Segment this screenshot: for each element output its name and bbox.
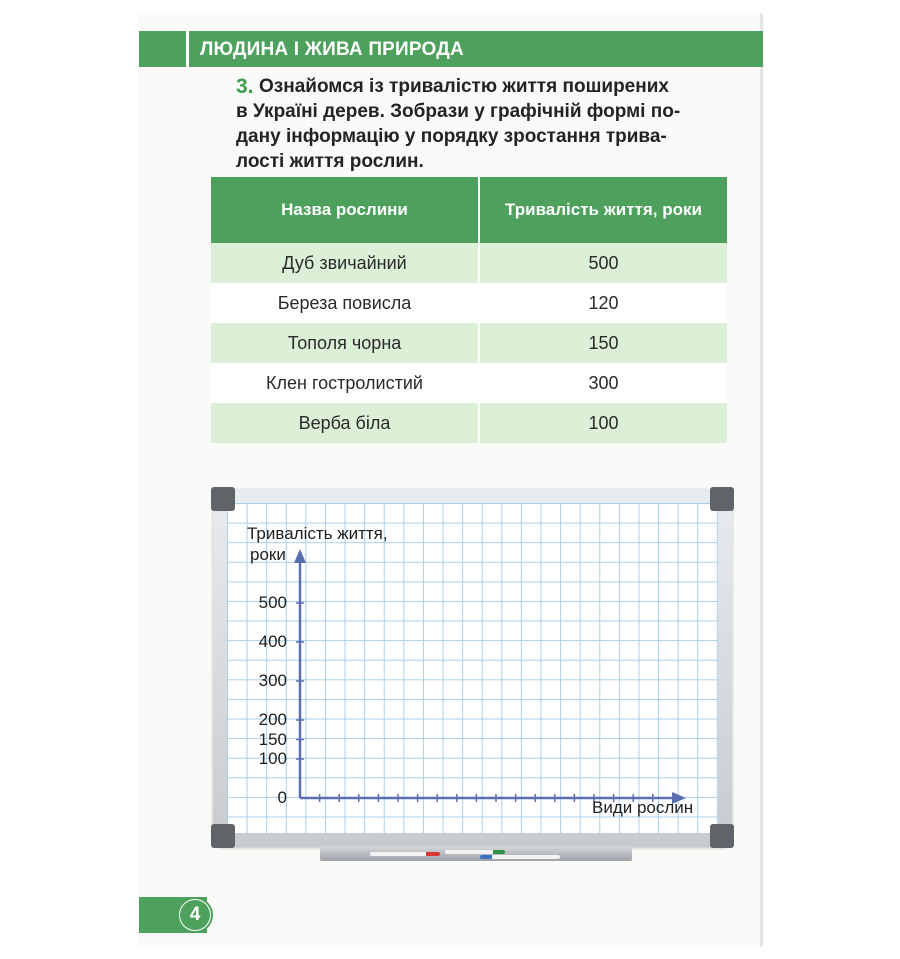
column-header-lifespan: Тривалість життя, роки bbox=[505, 200, 702, 219]
table-row bbox=[211, 403, 727, 443]
y-tick-label: 100 bbox=[258, 749, 287, 768]
blue-marker bbox=[480, 855, 560, 859]
page-number: 4 bbox=[180, 900, 210, 930]
section-title: ЛЮДИНА І ЖИВА ПРИРОДА bbox=[200, 39, 464, 60]
y-tick-label: 500 bbox=[258, 593, 287, 612]
page-edge bbox=[760, 14, 763, 946]
green-marker bbox=[445, 850, 505, 854]
plant-name-cell: Верба біла bbox=[298, 413, 391, 433]
lifespan-cell: 100 bbox=[588, 413, 619, 433]
lifespan-cell: 500 bbox=[588, 253, 619, 273]
lifespan-cell: 300 bbox=[588, 373, 619, 393]
column-header-plant: Назва рослини bbox=[281, 200, 408, 219]
red-marker bbox=[370, 852, 440, 856]
plant-name-cell: Береза повисла bbox=[277, 293, 412, 313]
y-tick-label: 300 bbox=[258, 671, 287, 690]
task-text-line: дану інформацію у порядку зростання трива- bbox=[236, 126, 667, 147]
task-text-line: Ознайомся із тривалістю життя поширених bbox=[259, 76, 669, 97]
plant-name-cell: Клен гостролистий bbox=[266, 373, 423, 393]
plant-name-cell: Тополя чорна bbox=[287, 333, 402, 353]
table-row bbox=[211, 323, 727, 363]
y-tick-label: 0 bbox=[277, 788, 287, 807]
lifespan-cell: 150 bbox=[588, 333, 619, 353]
y-tick-label: 150 bbox=[258, 729, 287, 749]
task-text-line: лості життя рослин. bbox=[236, 151, 424, 172]
y-axis-label: Тривалість життя, bbox=[247, 524, 388, 543]
y-tick-label: 400 bbox=[258, 632, 287, 651]
y-tick-label: 200 bbox=[258, 710, 287, 729]
plant-name-cell: Дуб звичайний bbox=[282, 253, 407, 273]
task-text-line: в Україні дерев. Зобрази у графічній формі по- bbox=[236, 101, 681, 122]
table-row bbox=[211, 283, 727, 323]
lifespan-cell: 120 bbox=[588, 293, 619, 313]
y-axis-unit: роки bbox=[250, 545, 286, 564]
y-axis-arrow bbox=[294, 549, 306, 563]
table-header bbox=[211, 177, 727, 243]
task-number: 3. bbox=[236, 75, 254, 98]
table-row bbox=[211, 243, 727, 283]
x-axis-label: Види рослин bbox=[592, 798, 694, 817]
chart-axes bbox=[227, 503, 718, 833]
header-separator bbox=[186, 31, 189, 67]
table-row bbox=[211, 363, 727, 403]
